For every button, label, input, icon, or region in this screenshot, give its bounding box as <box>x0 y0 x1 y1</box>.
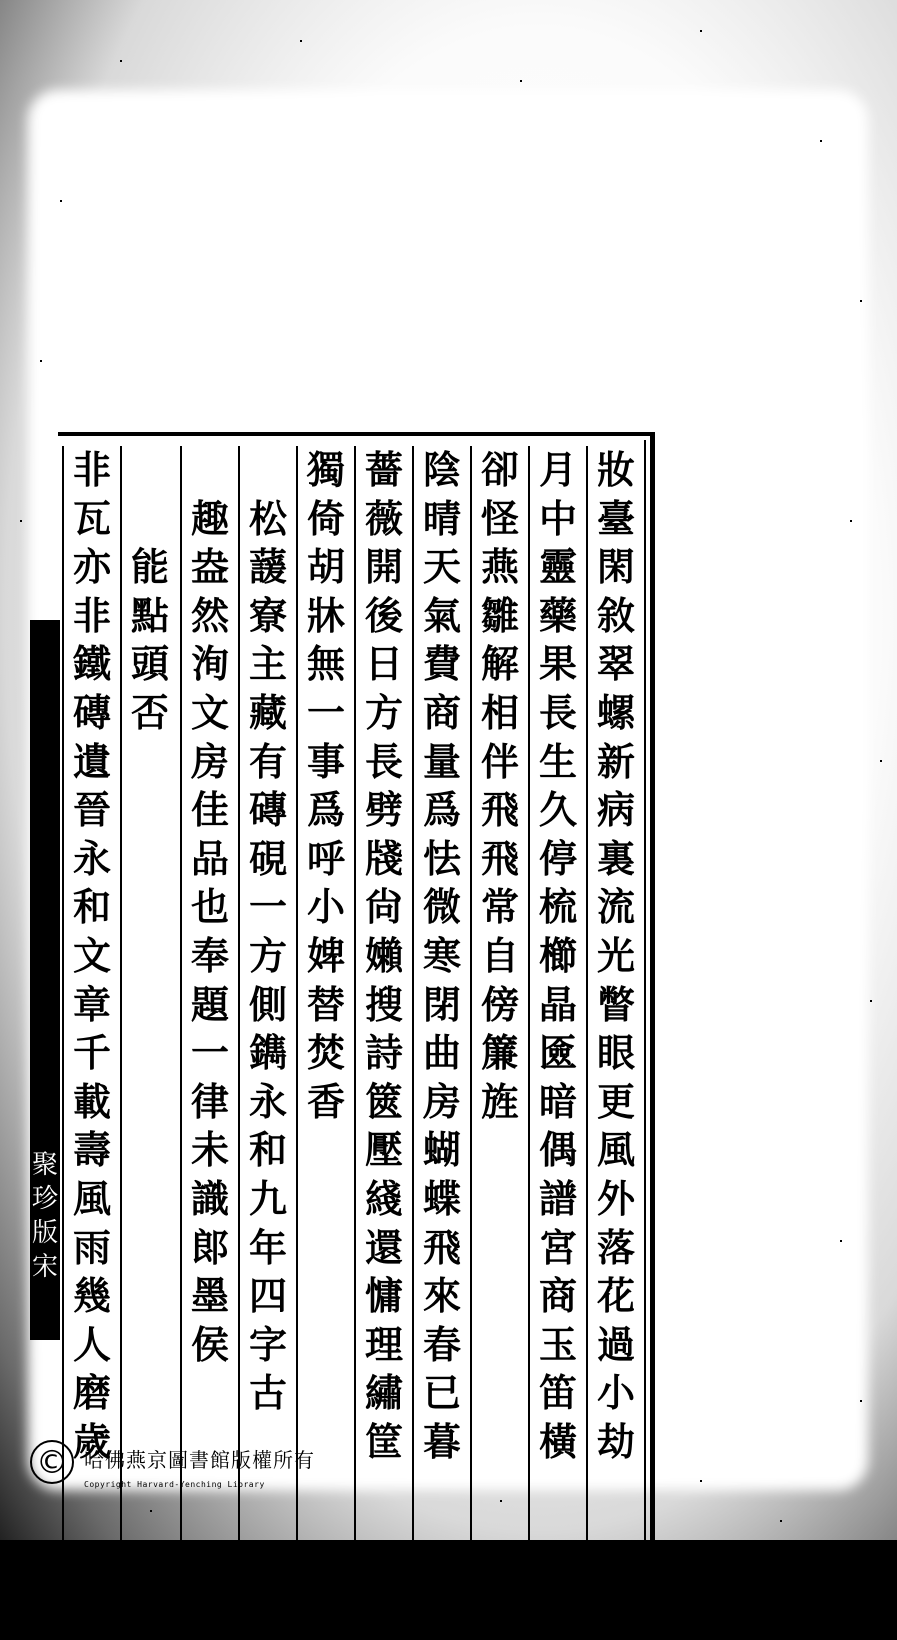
text-column <box>472 446 528 1126</box>
character: 怯 <box>422 835 461 881</box>
character: 搜 <box>364 981 403 1027</box>
character: 更 <box>596 1078 635 1124</box>
character: 也 <box>190 884 229 930</box>
text-column <box>530 446 586 1466</box>
copyright-holder-en: Copyright Harvard-Yenching Library <box>84 1480 265 1489</box>
character: 流 <box>596 884 635 930</box>
text-column <box>64 446 120 1466</box>
character: 事 <box>306 738 345 784</box>
character: 松 <box>248 495 287 541</box>
character: 妝 <box>596 447 635 492</box>
character: 玉 <box>538 1321 577 1367</box>
character: 笛 <box>538 1370 577 1416</box>
character: 風 <box>596 1127 635 1173</box>
noise-speck <box>870 1000 872 1002</box>
noise-speck <box>780 1520 782 1522</box>
noise-speck <box>20 520 22 522</box>
character: 嬾 <box>364 932 403 978</box>
character: 能 <box>130 544 169 590</box>
character: 方 <box>248 932 287 978</box>
character: 陰 <box>422 447 461 492</box>
character: 筐 <box>364 1418 403 1464</box>
character: 月 <box>538 447 577 492</box>
character: 寮 <box>248 592 287 638</box>
character: 四 <box>248 1273 287 1319</box>
character: 還 <box>364 1224 403 1270</box>
character: 來 <box>422 1273 461 1319</box>
text-column <box>298 446 354 1126</box>
character: 停 <box>538 835 577 881</box>
character: 天 <box>422 544 461 590</box>
character: 自 <box>480 932 519 978</box>
character: 理 <box>364 1321 403 1367</box>
character: 中 <box>538 495 577 541</box>
noise-speck <box>700 30 702 32</box>
character: 綫 <box>364 1175 403 1221</box>
character: 洵 <box>190 641 229 687</box>
character: 商 <box>538 1273 577 1319</box>
character: 匳 <box>538 1030 577 1076</box>
character: 點 <box>130 592 169 638</box>
character: 閉 <box>422 981 461 1027</box>
character: 牀 <box>306 592 345 638</box>
character: 無 <box>306 641 345 687</box>
character: 律 <box>190 1078 229 1124</box>
character: 硯 <box>248 835 287 881</box>
margin-character: 版 <box>31 1218 58 1248</box>
character: 幾 <box>72 1273 111 1319</box>
character: 亦 <box>72 544 111 590</box>
character: 小 <box>596 1370 635 1416</box>
character: 字 <box>248 1321 287 1367</box>
noise-speck <box>700 1480 702 1482</box>
character: 瞥 <box>596 981 635 1027</box>
character: 微 <box>422 884 461 930</box>
character: 費 <box>422 641 461 687</box>
character: 鐵 <box>72 641 111 687</box>
character: 慵 <box>364 1273 403 1319</box>
character: 傍 <box>480 981 519 1027</box>
character: 繡 <box>364 1370 403 1416</box>
noise-speck <box>60 200 62 202</box>
character: 花 <box>596 1273 635 1319</box>
character: 尙 <box>364 884 403 930</box>
character: 開 <box>364 544 403 590</box>
character: 後 <box>364 592 403 638</box>
character: 外 <box>596 1175 635 1221</box>
character: 小 <box>306 884 345 930</box>
character: 房 <box>190 738 229 784</box>
character: 題 <box>190 981 229 1027</box>
character: 郞 <box>190 1224 229 1270</box>
character: 人 <box>72 1321 111 1367</box>
noise-speck <box>500 1500 502 1502</box>
character: 識 <box>190 1175 229 1221</box>
margin-character: 聚 <box>31 1150 58 1180</box>
character: 牋 <box>364 835 403 881</box>
character: 雨 <box>72 1224 111 1270</box>
noise-speck <box>860 300 862 302</box>
noise-speck <box>840 1240 842 1242</box>
noise-speck <box>520 80 522 82</box>
character: 靈 <box>538 544 577 590</box>
character: 年 <box>248 1224 287 1270</box>
character: 非 <box>72 447 111 492</box>
character: 蘐 <box>248 544 287 590</box>
character: 暮 <box>422 1418 461 1464</box>
character: 非 <box>72 592 111 638</box>
character: 歲 <box>72 1418 111 1464</box>
character: 橫 <box>538 1418 577 1464</box>
character: 九 <box>248 1175 287 1221</box>
character: 永 <box>248 1078 287 1124</box>
character: 量 <box>422 738 461 784</box>
character: 載 <box>72 1078 111 1124</box>
character: 壓 <box>364 1127 403 1173</box>
character: 眼 <box>596 1030 635 1076</box>
character: 爲 <box>306 787 345 833</box>
character: 方 <box>364 689 403 735</box>
character: 劈 <box>364 787 403 833</box>
character: 暗 <box>538 1078 577 1124</box>
character: 磚 <box>72 689 111 735</box>
character: 風 <box>72 1175 111 1221</box>
character: 久 <box>538 787 577 833</box>
character: 薇 <box>364 495 403 541</box>
character: 有 <box>248 738 287 784</box>
character: 藏 <box>248 689 287 735</box>
noise-speck <box>150 1510 152 1512</box>
character: 蝶 <box>422 1175 461 1221</box>
character: 側 <box>248 981 287 1027</box>
character: 譜 <box>538 1175 577 1221</box>
character: 藥 <box>538 592 577 638</box>
character: 晶 <box>538 981 577 1027</box>
character: 詩 <box>364 1030 403 1076</box>
text-column <box>122 543 178 737</box>
frame-right-rule <box>650 432 655 636</box>
character: 長 <box>538 689 577 735</box>
character: 伴 <box>480 738 519 784</box>
character: 未 <box>190 1127 229 1173</box>
character: 裏 <box>596 835 635 881</box>
margin-character: 珍 <box>31 1184 58 1214</box>
character: 商 <box>422 689 461 735</box>
character: 一 <box>306 689 345 735</box>
noise-speck <box>860 1400 862 1402</box>
character: 倚 <box>306 495 345 541</box>
text-column <box>182 495 238 1370</box>
character: 胡 <box>306 544 345 590</box>
character: 主 <box>248 641 287 687</box>
character: 古 <box>248 1370 287 1416</box>
character: 篋 <box>364 1078 403 1124</box>
noise-speck <box>300 40 302 42</box>
text-column <box>414 446 470 1466</box>
noise-speck <box>40 360 42 362</box>
character: 否 <box>130 689 169 735</box>
character: 一 <box>248 884 287 930</box>
noise-speck <box>820 140 822 142</box>
character: 蝴 <box>422 1127 461 1173</box>
character: 頭 <box>130 641 169 687</box>
character: 梳 <box>538 884 577 930</box>
character: 文 <box>72 932 111 978</box>
character: 晉 <box>72 787 111 833</box>
text-column <box>588 446 644 1466</box>
character: 宮 <box>538 1224 577 1270</box>
character: 日 <box>364 641 403 687</box>
character: 卻 <box>480 447 519 492</box>
frame-top-rule <box>58 432 654 436</box>
character: 然 <box>190 592 229 638</box>
character: 晴 <box>422 495 461 541</box>
text-column <box>240 495 296 1418</box>
character: 敘 <box>596 592 635 638</box>
character: 櫛 <box>538 932 577 978</box>
character: 和 <box>72 884 111 930</box>
character: 香 <box>306 1078 345 1124</box>
character: 雛 <box>480 592 519 638</box>
character: 侯 <box>190 1321 229 1367</box>
character: 飛 <box>480 787 519 833</box>
character: 遺 <box>72 738 111 784</box>
character: 燕 <box>480 544 519 590</box>
character: 和 <box>248 1127 287 1173</box>
frame-right-rule-lower <box>650 636 655 1640</box>
character: 氣 <box>422 592 461 638</box>
character: 已 <box>422 1370 461 1416</box>
character: 飛 <box>422 1224 461 1270</box>
character: 鐫 <box>248 1030 287 1076</box>
character: 替 <box>306 981 345 1027</box>
character: 果 <box>538 641 577 687</box>
character: 春 <box>422 1321 461 1367</box>
character: 品 <box>190 835 229 881</box>
character: 呼 <box>306 835 345 881</box>
character: 落 <box>596 1224 635 1270</box>
character: 簾 <box>480 1030 519 1076</box>
character: 新 <box>596 738 635 784</box>
character: 臺 <box>596 495 635 541</box>
character: 盎 <box>190 544 229 590</box>
character: 奉 <box>190 932 229 978</box>
character: 劫 <box>596 1418 635 1464</box>
noise-speck <box>850 520 852 522</box>
character: 相 <box>480 689 519 735</box>
character: 常 <box>480 884 519 930</box>
character: 佳 <box>190 787 229 833</box>
character: 千 <box>72 1030 111 1076</box>
character: 飛 <box>480 835 519 881</box>
character: 閑 <box>596 544 635 590</box>
character: 旌 <box>480 1078 519 1124</box>
character: 偶 <box>538 1127 577 1173</box>
copyright-holder-cn: 哈佛燕京圖書館版權所有 <box>84 1448 315 1472</box>
character: 爲 <box>422 787 461 833</box>
copyright-icon: © <box>30 1440 74 1484</box>
character: 焚 <box>306 1030 345 1076</box>
character: 磨 <box>72 1370 111 1416</box>
noise-speck <box>120 60 122 62</box>
character: 文 <box>190 689 229 735</box>
noise-speck <box>880 760 882 762</box>
footer <box>30 1440 410 1510</box>
character: 獨 <box>306 447 345 492</box>
character: 怪 <box>480 495 519 541</box>
character: 一 <box>190 1030 229 1076</box>
character: 長 <box>364 738 403 784</box>
character: 螺 <box>596 689 635 735</box>
character: 光 <box>596 932 635 978</box>
character: 永 <box>72 835 111 881</box>
character: 趣 <box>190 495 229 541</box>
frame-inner-right-rule <box>644 440 646 1636</box>
character: 解 <box>480 641 519 687</box>
text-column <box>356 446 412 1466</box>
character: 瓦 <box>72 495 111 541</box>
character: 曲 <box>422 1030 461 1076</box>
character: 寒 <box>422 932 461 978</box>
character: 婢 <box>306 932 345 978</box>
margin-character: 宋 <box>31 1252 58 1282</box>
character: 墨 <box>190 1273 229 1319</box>
character: 生 <box>538 738 577 784</box>
character: 過 <box>596 1321 635 1367</box>
character: 章 <box>72 981 111 1027</box>
character: 病 <box>596 787 635 833</box>
character: 磚 <box>248 787 287 833</box>
character: 薔 <box>364 447 403 492</box>
character: 壽 <box>72 1127 111 1173</box>
margin-label <box>30 1148 60 1284</box>
character: 翠 <box>596 641 635 687</box>
character: 房 <box>422 1078 461 1124</box>
